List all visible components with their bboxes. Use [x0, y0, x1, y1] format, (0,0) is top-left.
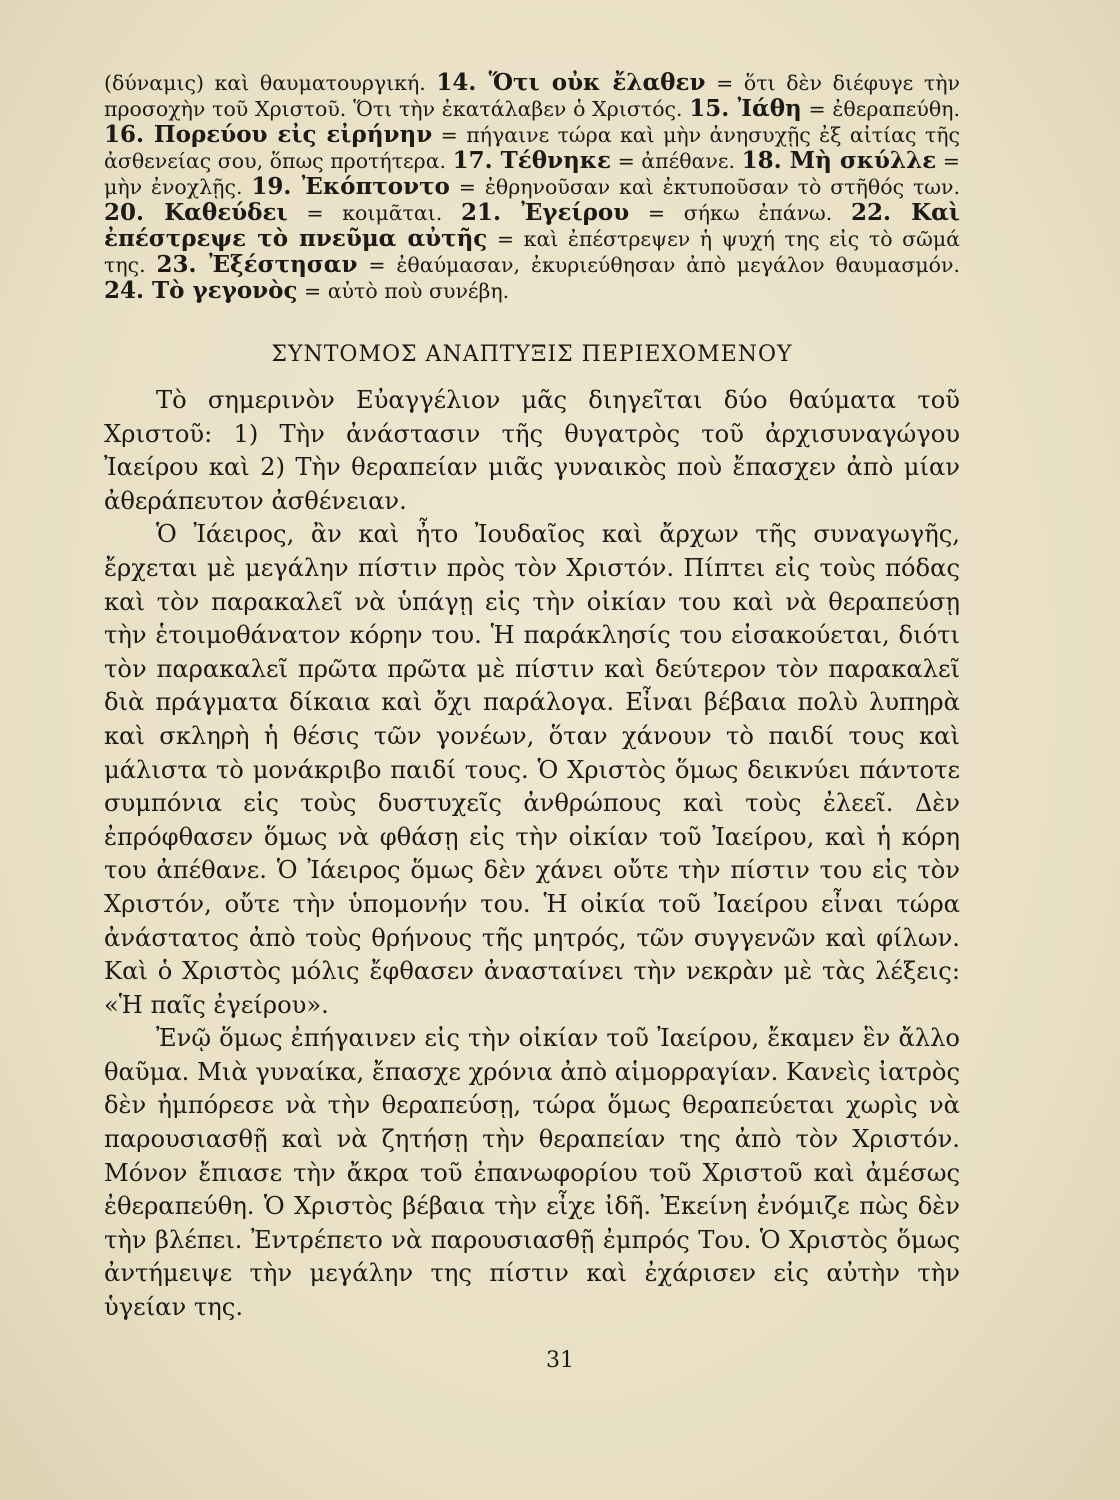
note-text: = σήκω ἐπάνω. — [647, 201, 833, 225]
note-text: = μὴν ἐνοχλῇς. — [104, 149, 960, 199]
note-text: = καὶ ἐπέστρεψεν ἡ ψυχή της εἰς τὸ σῶμά της. — [104, 227, 961, 277]
note-term: 18. Μὴ σκύλλε — [741, 147, 937, 174]
note-text: = πήγαινε τώρα καὶ μὴν ἀνησυχῇς ἐξ αἰτίας τῆς ἀσθενείας σου, ὅπως προτήτερα. — [104, 123, 960, 173]
note-text: = ἐθρηνοῦσαν καὶ ἐκτυποῦσαν τὸ στῆθός των. — [458, 175, 960, 199]
note-term: 16. Πορεύου εἰς εἰρήνην — [104, 121, 433, 148]
note-text: = ἐθαύμασαν, ἐκυριεύθησαν ἀπὸ μεγάλον θαυμασμόν. — [368, 253, 960, 277]
body-text — [104, 384, 960, 1325]
section-heading: ΣΥΝΤΟΜΟΣ ΑΝΑΠΤΥΞΙΣ ΠΕΡΙΕΧΟΜΕΝΟΥ — [271, 342, 793, 367]
note-term: 20. Καθεύδει — [104, 199, 288, 226]
note-text: = ἀπέθανε. — [617, 149, 736, 173]
note-text: = ὅτι δὲν διέφυγε τὴν προσοχὴν τοῦ Χριστοῦ. Ὅτι τὴν ἐκατάλαβεν ὁ Χριστός. — [104, 71, 960, 121]
note-term: 17. Τέθνηκε — [452, 147, 612, 174]
body-paragraph: Ὁ Ἰάειρος, ἂν καὶ ἦτο Ἰουδαῖος καὶ ἄρχων τῆς συναγωγῆς, ἔρχεται μὲ μεγάλην πίστιν πρὸς τὸν Χριστόν. Πίπτει εἰς τοὺς πόδας καὶ τὸν παρακαλεῖ νὰ ὑπάγῃ εἰς τὴν οἰκίαν του καὶ νὰ θεραπεύσῃ τὴν ἑτοιμοθάνατον κόρην του. Ἡ παράκλησίς του εἰσακούεται, διότι τὸν παρακαλεῖ πρῶτα πρῶτα μὲ πίστιν καὶ δεύτερον τὸν παρακαλεῖ διὰ πράγματα δίκαια καὶ ὄχι παράλογα. Εἶναι βέβαια πολὺ λυπηρὰ καὶ σκληρὴ ἡ θέσις τῶν γονέων, ὅταν χάνουν τὸ παιδί τους καὶ μάλιστα τὸ μονάκριβο παιδί τους. Ὁ Χριστὸς ὅμως δεικνύει πάντοτε συμπόνια εἰς τοὺς δυστυχεῖς ἀνθρώπους καὶ τοὺς ἐλεεῖ. Δὲν ἐπρόφθασεν ὅμως νὰ φθάσῃ εἰς τὴν οἰκίαν τοῦ Ἰαείρου, καὶ ἡ κόρη του ἀπέθανε. Ὁ Ἰάειρος ὅμως δὲν χάνει οὔτε τὴν πίστιν του εἰς τὸν Χριστόν, οὔτε τὴν ὑπομονήν του. Ἡ οἰκία τοῦ Ἰαείρου εἶναι τώρα ἀνάστατος ἀπὸ τοὺς θρήνους τῆς μητρός, τῶν συγγενῶν καὶ φίλων. Καὶ ὁ Χριστὸς μόλις ἔφθασεν ἀνασταίνει τὴν νεκρὰν μὲ τὰς λέξεις: «Ἡ παῖς ἐγείρου». — [104, 520, 960, 1019]
note-term: 23. Ἐξέστησαν — [156, 251, 358, 278]
note-term: 22. Καὶ ἐπέστρεψε τὸ πνεῦμα αὐτῆς — [104, 199, 960, 252]
note-term: 19. Ἐκόπτοντο — [251, 173, 450, 200]
note-text: (δύναμις) καὶ θαυματουργική. — [104, 71, 426, 95]
note-text: = αὐτὸ ποὺ συνέβη. — [304, 279, 510, 303]
notes-paragraph — [104, 70, 960, 304]
note-term: 15. Ἰάθη — [689, 95, 802, 122]
page-number: 31 — [546, 1348, 574, 1373]
note-term: 14. Ὅτι οὐκ ἔλαθεν — [436, 69, 706, 96]
note-text: = κοιμᾶται. — [306, 201, 443, 225]
body-paragraph: Τὸ σημερινὸν Εὐαγγέλιον μᾶς διηγεῖται δύο θαύματα τοῦ Χριστοῦ: 1) Τὴν ἀνάστασιν τῆς θυγατρὸς τοῦ ἀρχισυναγώγου Ἰαείρου καὶ 2) Τὴν θεραπείαν μιᾶς γυναικὸς ποὺ ἔπασχεν ἀπὸ μίαν ἀθεράπευτον ἀσθένειαν. — [104, 386, 960, 515]
glossary-notes — [104, 70, 960, 304]
note-term: 24. Τὸ γεγονὸς — [104, 277, 298, 304]
body-paragraph: Ἐνῷ ὅμως ἐπήγαινεν εἰς τὴν οἰκίαν τοῦ Ἰαείρου, ἔκαμεν ἓν ἄλλο θαῦμα. Μιὰ γυναίκα, ἔπασχε χρόνια ἀπὸ αἱμορραγίαν. Κανεὶς ἰατρὸς δὲν ἠμπόρεσε νὰ τὴν θεραπεύσῃ, τώρα ὅμως θεραπεύεται χωρὶς νὰ παρουσιασθῇ καὶ νὰ ζητήσῃ τὴν θεραπείαν της ἀπὸ τὸν Χριστόν. Μόνον ἔπιασε τὴν ἄκρα τοῦ ἐπανωφορίου τοῦ Χριστοῦ καὶ ἀμέσως ἐθεραπεύθη. Ὁ Χριστὸς βέβαια τὴν εἶχε ἰδῆ. Ἐκείνη ἐνόμιζε πὼς δὲν τὴν βλέπει. Ἐντρέπετο νὰ παρουσιασθῇ ἐμπρός Του. Ὁ Χριστὸς ὅμως ἀντήμειψε τὴν μεγάλην της πίστιν καὶ ἐχάρισεν εἰς αὐτὴν τὴν ὑγείαν της. — [104, 1024, 960, 1322]
note-term: 21. Ἐγείρου — [461, 199, 630, 226]
note-text: = ἐθεραπεύθη. — [808, 97, 960, 121]
